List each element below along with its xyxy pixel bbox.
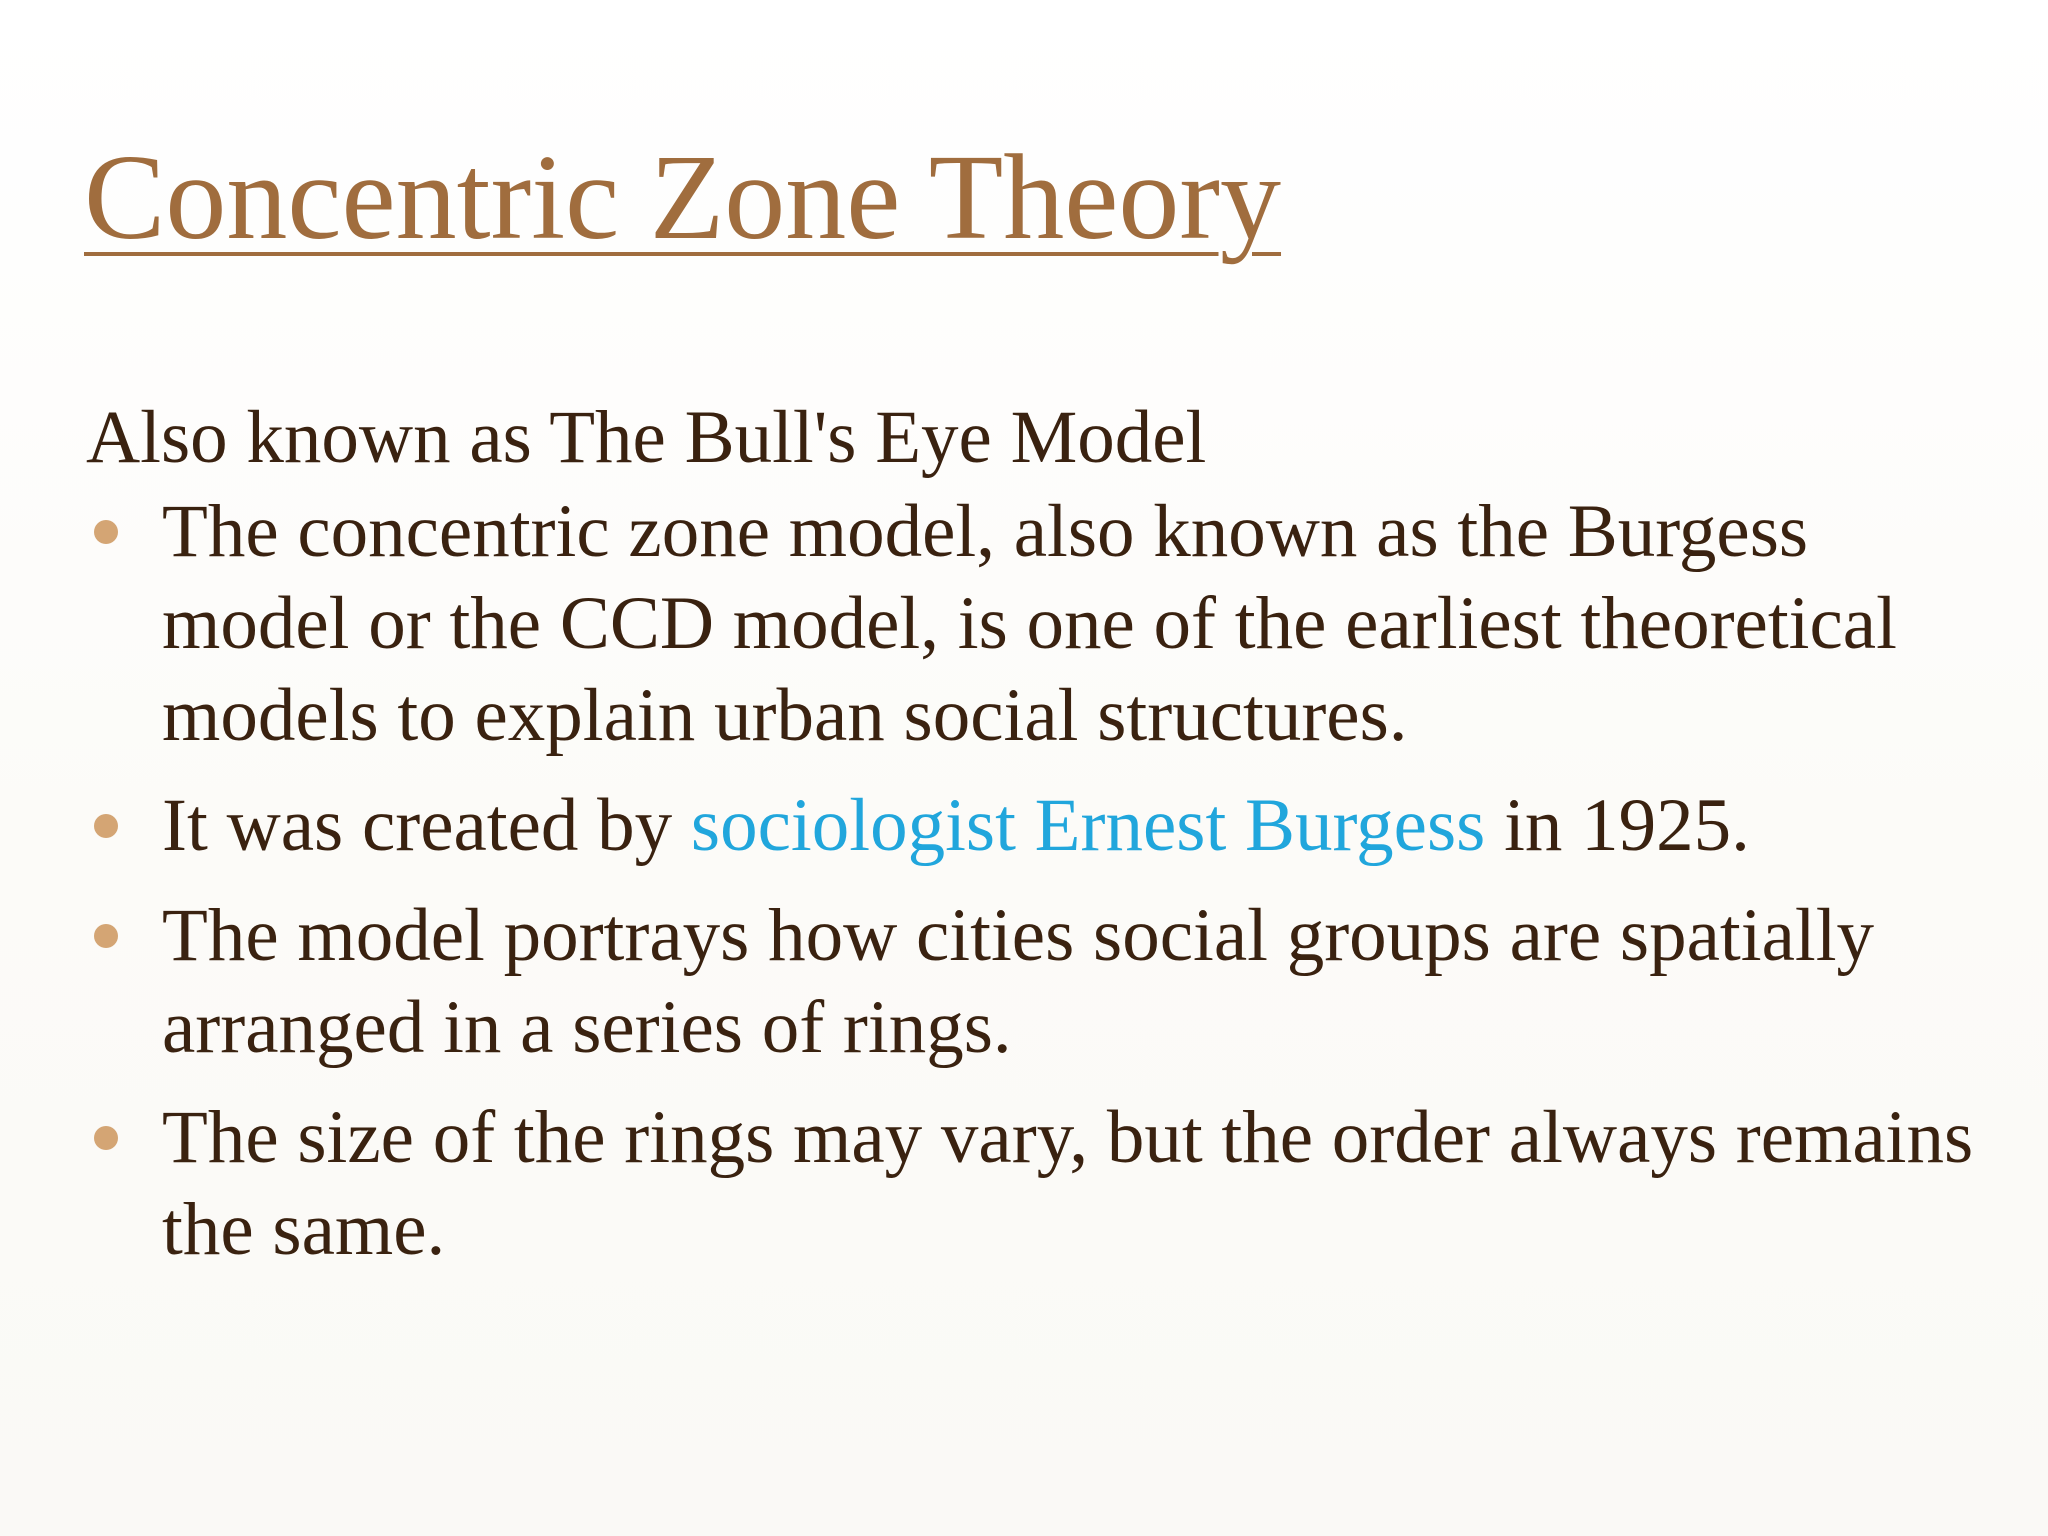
bullet-text-before: It was created by [162, 784, 691, 867]
slide-body [86, 392, 1986, 1294]
bullet-text: The model portrays how cities social groups are spatially arranged in a series of rings. [162, 894, 1875, 1069]
slide-subtitle: Also known as The Bull's Eye Model [86, 396, 1207, 479]
bullet-text: The size of the rings may vary, but the order always remains the same. [162, 1096, 1974, 1271]
slide-title: Concentric Zone Theory [84, 130, 1282, 265]
bullet-item [86, 1092, 1986, 1276]
bullet-dot-icon [94, 924, 118, 948]
bullet-text: The concentric zone model, also known as the Burgess model or the CCD model, is one of the earliest theoretical models to explain urban social structures. [162, 490, 1897, 757]
sociologist-link[interactable]: sociologist Ernest Burgess [690, 784, 1486, 867]
bullet-list [86, 486, 1986, 1276]
bullet-item [86, 890, 1986, 1074]
bullet-dot-icon [94, 520, 118, 544]
bullet-dot-icon [94, 1126, 118, 1150]
bullet-item [86, 780, 1986, 872]
bullet-text-after: in 1925. [1485, 784, 1750, 867]
bullet-dot-icon [94, 814, 118, 838]
bullet-item [86, 486, 1986, 762]
